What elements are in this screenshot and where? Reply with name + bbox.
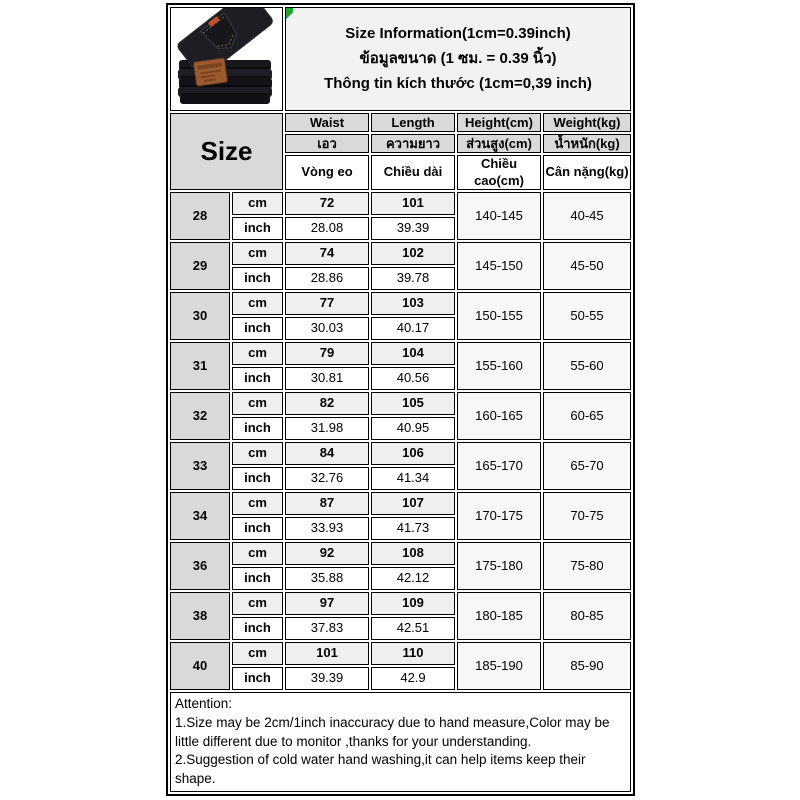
height-range-value: 170-175 bbox=[457, 492, 541, 540]
size-row-cm bbox=[170, 442, 631, 465]
product-photo-jeans bbox=[170, 7, 283, 111]
unit-cm-label: cm bbox=[232, 442, 283, 465]
weight-range-value: 45-50 bbox=[543, 242, 631, 290]
height-range-value: 180-185 bbox=[457, 592, 541, 640]
weight-range-value: 75-80 bbox=[543, 542, 631, 590]
weight-range-value: 50-55 bbox=[543, 292, 631, 340]
waist-cm-value: 84 bbox=[285, 442, 369, 465]
size-value: 32 bbox=[170, 392, 230, 440]
length-cm-value: 106 bbox=[371, 442, 455, 465]
length-header-en: Length bbox=[371, 113, 455, 132]
length-header-vi: Chiều dài bbox=[371, 155, 455, 190]
height-range-value: 160-165 bbox=[457, 392, 541, 440]
length-inch-value: 40.56 bbox=[371, 367, 455, 390]
waist-cm-value: 82 bbox=[285, 392, 369, 415]
weight-range-value: 70-75 bbox=[543, 492, 631, 540]
waist-inch-value: 30.81 bbox=[285, 367, 369, 390]
leather-patch bbox=[193, 58, 227, 86]
size-row-cm bbox=[170, 342, 631, 365]
size-value: 36 bbox=[170, 542, 230, 590]
green-corner-marker-icon bbox=[286, 8, 293, 21]
size-row-cm bbox=[170, 292, 631, 315]
unit-inch-label: inch bbox=[232, 667, 283, 690]
waist-cm-value: 72 bbox=[285, 192, 369, 215]
unit-inch-label: inch bbox=[232, 467, 283, 490]
size-information-title bbox=[285, 7, 631, 111]
unit-cm-label: cm bbox=[232, 592, 283, 615]
unit-cm-label: cm bbox=[232, 392, 283, 415]
waist-inch-value: 30.03 bbox=[285, 317, 369, 340]
unit-cm-label: cm bbox=[232, 192, 283, 215]
weight-header-th: น้ำหนัก(kg) bbox=[543, 134, 631, 153]
unit-inch-label: inch bbox=[232, 517, 283, 540]
unit-inch-label: inch bbox=[232, 217, 283, 240]
unit-inch-label: inch bbox=[232, 567, 283, 590]
length-cm-value: 105 bbox=[371, 392, 455, 415]
waist-cm-value: 101 bbox=[285, 642, 369, 665]
waist-cm-value: 74 bbox=[285, 242, 369, 265]
weight-range-value: 65-70 bbox=[543, 442, 631, 490]
waist-inch-value: 32.76 bbox=[285, 467, 369, 490]
size-chart-sheet bbox=[166, 3, 635, 796]
length-cm-value: 101 bbox=[371, 192, 455, 215]
title-line-vi: Thông tin kích thước (1cm=0,39 inch) bbox=[324, 74, 592, 92]
unit-inch-label: inch bbox=[232, 617, 283, 640]
length-cm-value: 102 bbox=[371, 242, 455, 265]
length-inch-value: 42.9 bbox=[371, 667, 455, 690]
size-value: 33 bbox=[170, 442, 230, 490]
size-value: 31 bbox=[170, 342, 230, 390]
waist-cm-value: 92 bbox=[285, 542, 369, 565]
size-value: 29 bbox=[170, 242, 230, 290]
size-value: 38 bbox=[170, 592, 230, 640]
unit-cm-label: cm bbox=[232, 242, 283, 265]
size-row-cm bbox=[170, 492, 631, 515]
attention-note bbox=[170, 692, 631, 792]
attention-row bbox=[170, 692, 631, 792]
length-cm-value: 109 bbox=[371, 592, 455, 615]
height-range-value: 165-170 bbox=[457, 442, 541, 490]
size-value: 28 bbox=[170, 192, 230, 240]
weight-header-en: Weight(kg) bbox=[543, 113, 631, 132]
title-line-en: Size Information(1cm=0.39inch) bbox=[345, 25, 571, 42]
attention-note-1: 1.Size may be 2cm/1inch inaccuracy due to hand measure,Color may be little different due to monitor ,thanks for your understanding. bbox=[175, 714, 610, 749]
height-range-value: 150-155 bbox=[457, 292, 541, 340]
title-line-th: ข้อมูลขนาด (1 ซม. = 0.39 นิ้ว) bbox=[359, 49, 557, 67]
unit-cm-label: cm bbox=[232, 492, 283, 515]
unit-inch-label: inch bbox=[232, 267, 283, 290]
size-row-cm bbox=[170, 242, 631, 265]
waist-inch-value: 33.93 bbox=[285, 517, 369, 540]
weight-range-value: 40-45 bbox=[543, 192, 631, 240]
length-cm-value: 108 bbox=[371, 542, 455, 565]
weight-range-value: 55-60 bbox=[543, 342, 631, 390]
height-header-th: ส่วนสูง(cm) bbox=[457, 134, 541, 153]
size-value: 40 bbox=[170, 642, 230, 690]
waist-inch-value: 31.98 bbox=[285, 417, 369, 440]
jeans-image bbox=[173, 8, 281, 106]
unit-cm-label: cm bbox=[232, 542, 283, 565]
length-inch-value: 42.51 bbox=[371, 617, 455, 640]
weight-range-value: 85-90 bbox=[543, 642, 631, 690]
length-inch-value: 39.78 bbox=[371, 267, 455, 290]
size-row-cm bbox=[170, 592, 631, 615]
size-row-cm bbox=[170, 542, 631, 565]
waist-inch-value: 28.08 bbox=[285, 217, 369, 240]
attention-heading: Attention: bbox=[175, 695, 233, 711]
length-cm-value: 104 bbox=[371, 342, 455, 365]
size-row-cm bbox=[170, 192, 631, 215]
size-value: 30 bbox=[170, 292, 230, 340]
weight-header-vi: Cân nặng(kg) bbox=[543, 155, 631, 190]
size-row-cm bbox=[170, 642, 631, 665]
height-range-value: 185-190 bbox=[457, 642, 541, 690]
unit-inch-label: inch bbox=[232, 317, 283, 340]
size-column-header: Size bbox=[170, 113, 283, 190]
waist-cm-value: 87 bbox=[285, 492, 369, 515]
length-header-th: ความยาว bbox=[371, 134, 455, 153]
waist-inch-value: 39.39 bbox=[285, 667, 369, 690]
length-inch-value: 41.73 bbox=[371, 517, 455, 540]
length-inch-value: 39.39 bbox=[371, 217, 455, 240]
height-range-value: 140-145 bbox=[457, 192, 541, 240]
waist-header-th: เอว bbox=[285, 134, 369, 153]
weight-range-value: 60-65 bbox=[543, 392, 631, 440]
length-cm-value: 103 bbox=[371, 292, 455, 315]
length-inch-value: 42.12 bbox=[371, 567, 455, 590]
waist-inch-value: 35.88 bbox=[285, 567, 369, 590]
length-cm-value: 110 bbox=[371, 642, 455, 665]
unit-cm-label: cm bbox=[232, 642, 283, 665]
attention-note-2: 2.Suggestion of cold water hand washing,it can help items keep their shape. bbox=[175, 752, 586, 787]
unit-inch-label: inch bbox=[232, 367, 283, 390]
unit-cm-label: cm bbox=[232, 292, 283, 315]
size-chart-table bbox=[166, 3, 635, 796]
waist-inch-value: 28.86 bbox=[285, 267, 369, 290]
unit-cm-label: cm bbox=[232, 342, 283, 365]
header-row-title bbox=[170, 7, 631, 111]
weight-range-value: 80-85 bbox=[543, 592, 631, 640]
waist-cm-value: 79 bbox=[285, 342, 369, 365]
length-cm-value: 107 bbox=[371, 492, 455, 515]
length-inch-value: 40.95 bbox=[371, 417, 455, 440]
height-header-vi: Chiều cao(cm) bbox=[457, 155, 541, 190]
size-value: 34 bbox=[170, 492, 230, 540]
size-row-cm bbox=[170, 392, 631, 415]
waist-cm-value: 77 bbox=[285, 292, 369, 315]
length-inch-value: 40.17 bbox=[371, 317, 455, 340]
height-range-value: 175-180 bbox=[457, 542, 541, 590]
waist-inch-value: 37.83 bbox=[285, 617, 369, 640]
height-header-en: Height(cm) bbox=[457, 113, 541, 132]
waist-header-vi: Vòng eo bbox=[285, 155, 369, 190]
header-row-en bbox=[170, 113, 631, 132]
unit-inch-label: inch bbox=[232, 417, 283, 440]
height-range-value: 155-160 bbox=[457, 342, 541, 390]
height-range-value: 145-150 bbox=[457, 242, 541, 290]
waist-cm-value: 97 bbox=[285, 592, 369, 615]
waist-header-en: Waist bbox=[285, 113, 369, 132]
length-inch-value: 41.34 bbox=[371, 467, 455, 490]
